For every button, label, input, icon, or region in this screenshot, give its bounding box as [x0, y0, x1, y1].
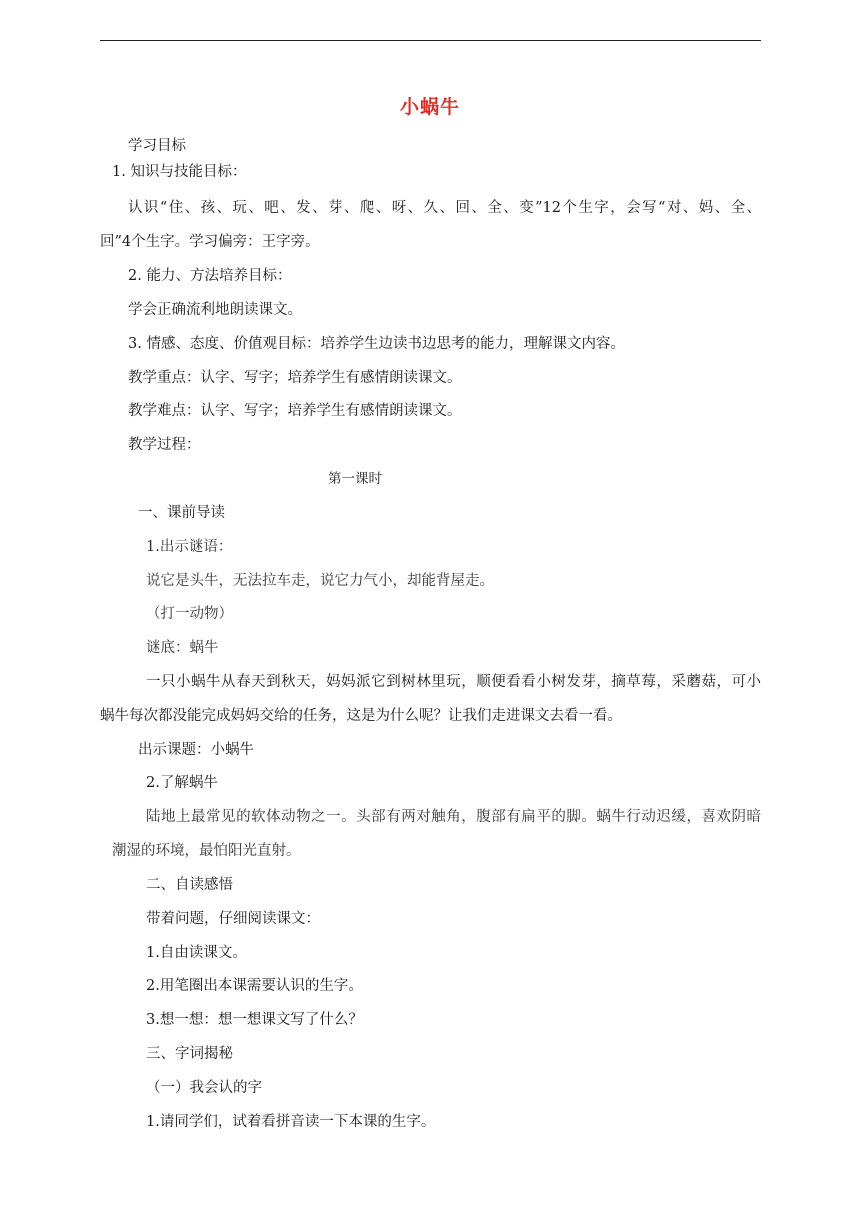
- section-3-heading: 三、字词揭秘: [146, 1046, 233, 1062]
- section-heading-learning-goals: 学习目标: [128, 138, 186, 154]
- lesson-period-heading: 第一课时: [328, 471, 382, 487]
- goal-1-text-line-1: 认识“住、孩、玩、吧、发、芽、爬、呀、久、回、全、变”12个生字，会写“对、妈、全、: [128, 200, 761, 216]
- step-3: 3.想一想：想一想课文写了什么？: [146, 1012, 363, 1028]
- intro-paragraph-line-2: 蜗牛每次都没能完成妈妈交给的任务，这是为什么呢？让我们走进课文去看一看。: [100, 708, 622, 724]
- document-title: 小蜗牛: [399, 96, 460, 118]
- riddle-label: 1.出示谜语：: [146, 539, 233, 555]
- teaching-difficulty: 教学难点：认字、写字；培养学生有感情朗读课文。: [128, 403, 462, 419]
- snail-paragraph-line-1: 陆地上最常见的软体动物之一。头部有两对触角，腹部有扁平的脚。蜗牛行动迟缓，喜欢阴暗: [146, 809, 761, 825]
- intro-paragraph-line-1: 一只小蜗牛从春天到秋天，妈妈派它到树林里玩，顺便看看小树发芽，摘草莓，采蘑菇，可小: [146, 674, 761, 690]
- snail-paragraph-line-2: 潮湿的环境，最怕阳光直射。: [112, 843, 301, 859]
- reading-instruction: 带着问题，仔细阅读课文：: [146, 911, 320, 927]
- lesson-title-display: 出示课题：小蜗牛: [138, 742, 254, 758]
- header-rule: [100, 40, 761, 41]
- pinyin-reading-instruction: 1.请同学们，试着看拼音读一下本课的生字。: [146, 1114, 436, 1130]
- goal-1-heading: 1. 知识与技能目标：: [112, 164, 247, 180]
- goal-2-text: 学会正确流利地朗读课文。: [128, 302, 302, 318]
- goal-2-heading: 2. 能力、方法培养目标：: [128, 268, 292, 284]
- subsection-1-heading: （一）我会认的字: [146, 1080, 262, 1096]
- teaching-focus: 教学重点：认字、写字；培养学生有感情朗读课文。: [128, 370, 462, 386]
- step-1: 1.自由读课文。: [146, 945, 247, 961]
- goal-3-text: 3. 情感、态度、价值观目标：培养学生边读书边思考的能力，理解课文内容。: [128, 336, 625, 352]
- riddle-answer: 谜底：蜗牛: [146, 640, 219, 656]
- riddle-text: 说它是头牛，无法拉车走，说它力气小，却能背屋走。: [146, 573, 494, 589]
- goal-1-text-line-2: 回”4个生字。学习偏旁：王字旁。: [100, 234, 320, 250]
- section-2-heading: 二、自读感悟: [146, 877, 233, 893]
- step-2: 2.用笔圈出本课需要认识的生字。: [146, 978, 363, 994]
- riddle-hint: （打一动物）: [146, 606, 233, 622]
- teaching-process-heading: 教学过程：: [128, 437, 201, 453]
- section-1-heading: 一、课前导读: [138, 505, 225, 521]
- learn-about-snail-heading: 2.了解蜗牛: [146, 775, 218, 791]
